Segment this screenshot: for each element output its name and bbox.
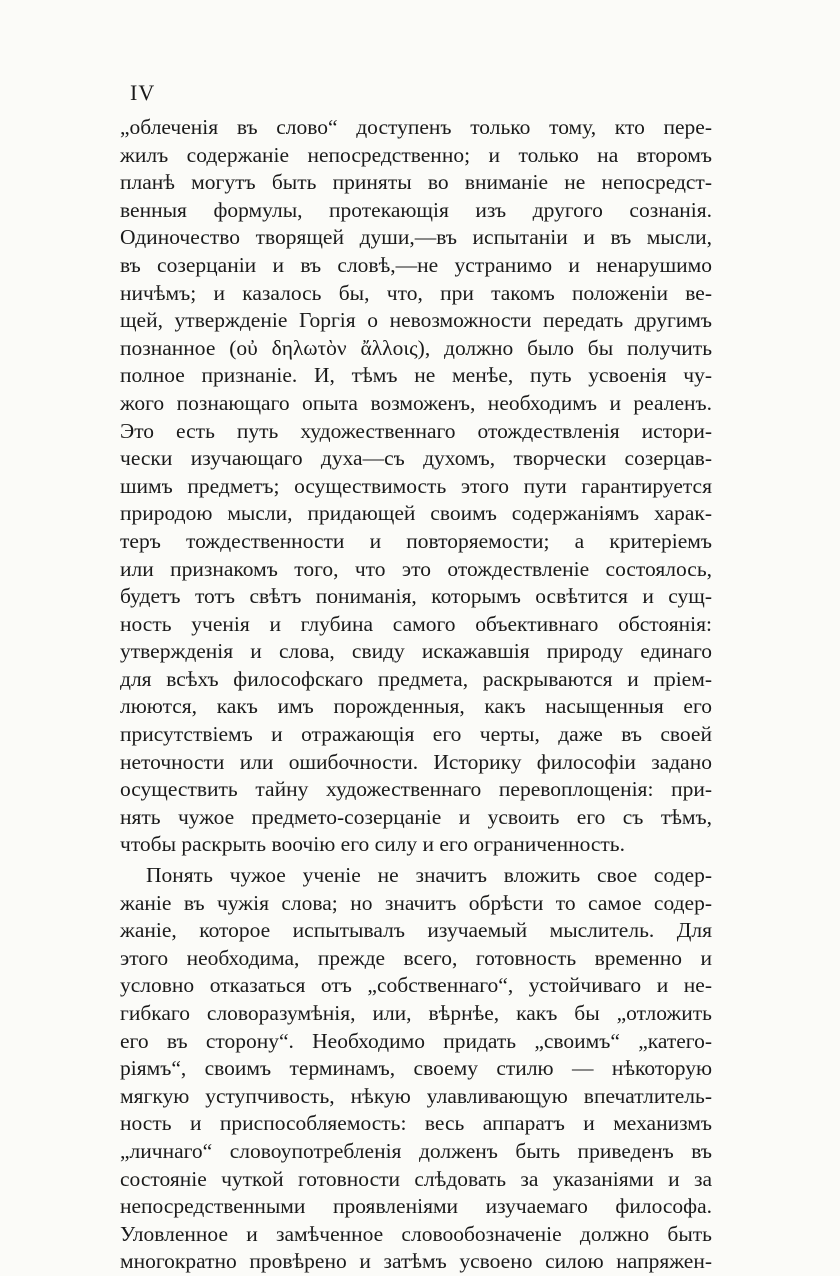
text-line: неточности или ошибочности. Историку философіи задано [120, 749, 712, 774]
text-line: для всѣхъ философскаго предмета, раскрываются и пріем- [120, 666, 712, 691]
text-line: нять чужое предмето-созерцаніе и усвоить его съ тѣмъ, [120, 804, 712, 829]
text-line: ность и приспособляемость: весь аппаратъ и механизмъ [120, 1111, 712, 1136]
text-line: познанное (οὐ δηλωτὸν ἄλλοις), должно было бы получить [120, 335, 712, 360]
page-number: IV [130, 80, 156, 105]
paragraph [120, 862, 712, 1276]
text-line: Уловленное и замѣченное словообозначеніе должно быть [120, 1221, 712, 1246]
text-line: ничѣмъ; и казалось бы, что, при такомъ положеніи ве- [120, 280, 712, 305]
text-line: ріямъ“, своимъ терминамъ, своему стилю — нѣкоторую [120, 1056, 712, 1081]
text-line: шимъ предметъ; осуществимость этого пути гарантируется [120, 473, 712, 498]
text-line: Это есть путь художественнаго отождествленія истори- [120, 418, 712, 443]
text-line: природою мысли, придающей своимъ содержаніямъ харак- [120, 501, 712, 526]
text-line: ность ученія и глубина самого объективнаго обстоянія: [120, 611, 712, 636]
text-line: непосредственными проявленіями изучаемаго философа. [120, 1194, 712, 1219]
text-line: многократно провѣрено и затѣмъ усвоено силою напряжен- [120, 1249, 712, 1274]
text-line: полное признаніе. И, тѣмъ не менѣе, путь усвоенія чу- [120, 363, 712, 388]
text-line: планѣ могутъ быть приняты во вниманіе не непосредст- [120, 170, 712, 195]
text-line: будетъ тотъ свѣтъ пониманія, которымъ освѣтится и сущ- [120, 584, 712, 609]
text-line: этого необходима, прежде всего, готовность временно и [120, 945, 712, 970]
text-line: присутствіемъ и отражающія его черты, даже въ своей [120, 722, 712, 747]
text-line: чески изучающаго духа—съ духомъ, творчески созерцав- [120, 446, 712, 471]
text-line: люются, какъ имъ порожденныя, какъ насыщенныя его [120, 694, 712, 719]
text-line: „облеченія въ слово“ доступенъ только тому, кто пере- [120, 115, 712, 139]
text-line: мягкую уступчивость, нѣкую улавливающую впечатлитель- [120, 1083, 712, 1108]
text-line: въ созерцаніи и въ словѣ,—не устранимо и ненарушимо [120, 252, 712, 277]
text-line: Понять чужое ученіе не значитъ вложить свое содер- [146, 863, 712, 888]
text-line: состояніе чуткой готовности слѣдовать за указаніями и за [120, 1166, 712, 1191]
text-line: жаніе въ чужія слова; но значитъ обрѣсти то самое содер- [120, 890, 712, 915]
text-line: венныя формулы, протекающія изъ другого сознанія. [120, 197, 712, 222]
text-line: утвержденія и слова, свиду искажавшія природу единаго [120, 639, 712, 664]
text-line: жаніе, которое испытывалъ изучаемый мыслитель. Для [120, 918, 712, 943]
text-line: теръ тождественности и повторяемости; а критеріемъ [120, 528, 712, 553]
text-line: его въ сторону“. Необходимо придать „своимъ“ „катего- [120, 1028, 712, 1053]
text-line: гибкаго словоразумѣнія, или, вѣрнѣе, какъ бы „отложить [120, 1001, 712, 1025]
text-line: жилъ содержаніе непосредственно; и только на второмъ [120, 142, 712, 167]
text-line: или признакомъ того, что это отождествленіе состоялось, [120, 556, 712, 581]
paragraph [120, 114, 712, 859]
text-line: Одиночество творящей души,—въ испытаніи и въ мысли, [120, 225, 712, 250]
text-line: жого познающаго опыта возможенъ, необходимъ и реаленъ. [120, 390, 712, 415]
text-line: осуществить тайну художественнаго перевоплощенія: при- [120, 777, 712, 802]
text-line: чтобы раскрыть воочію его силу и его ограниченность. [120, 832, 625, 857]
text-line: щей, утвержденіе Горгія о невозможности передать другимъ [120, 308, 712, 333]
text-line: условно отказаться отъ „собственнаго“, устойчиваго и не- [120, 973, 712, 998]
text-line: „личнаго“ словоупотребленія долженъ быть приведенъ въ [120, 1138, 712, 1163]
text-body [120, 114, 712, 1276]
